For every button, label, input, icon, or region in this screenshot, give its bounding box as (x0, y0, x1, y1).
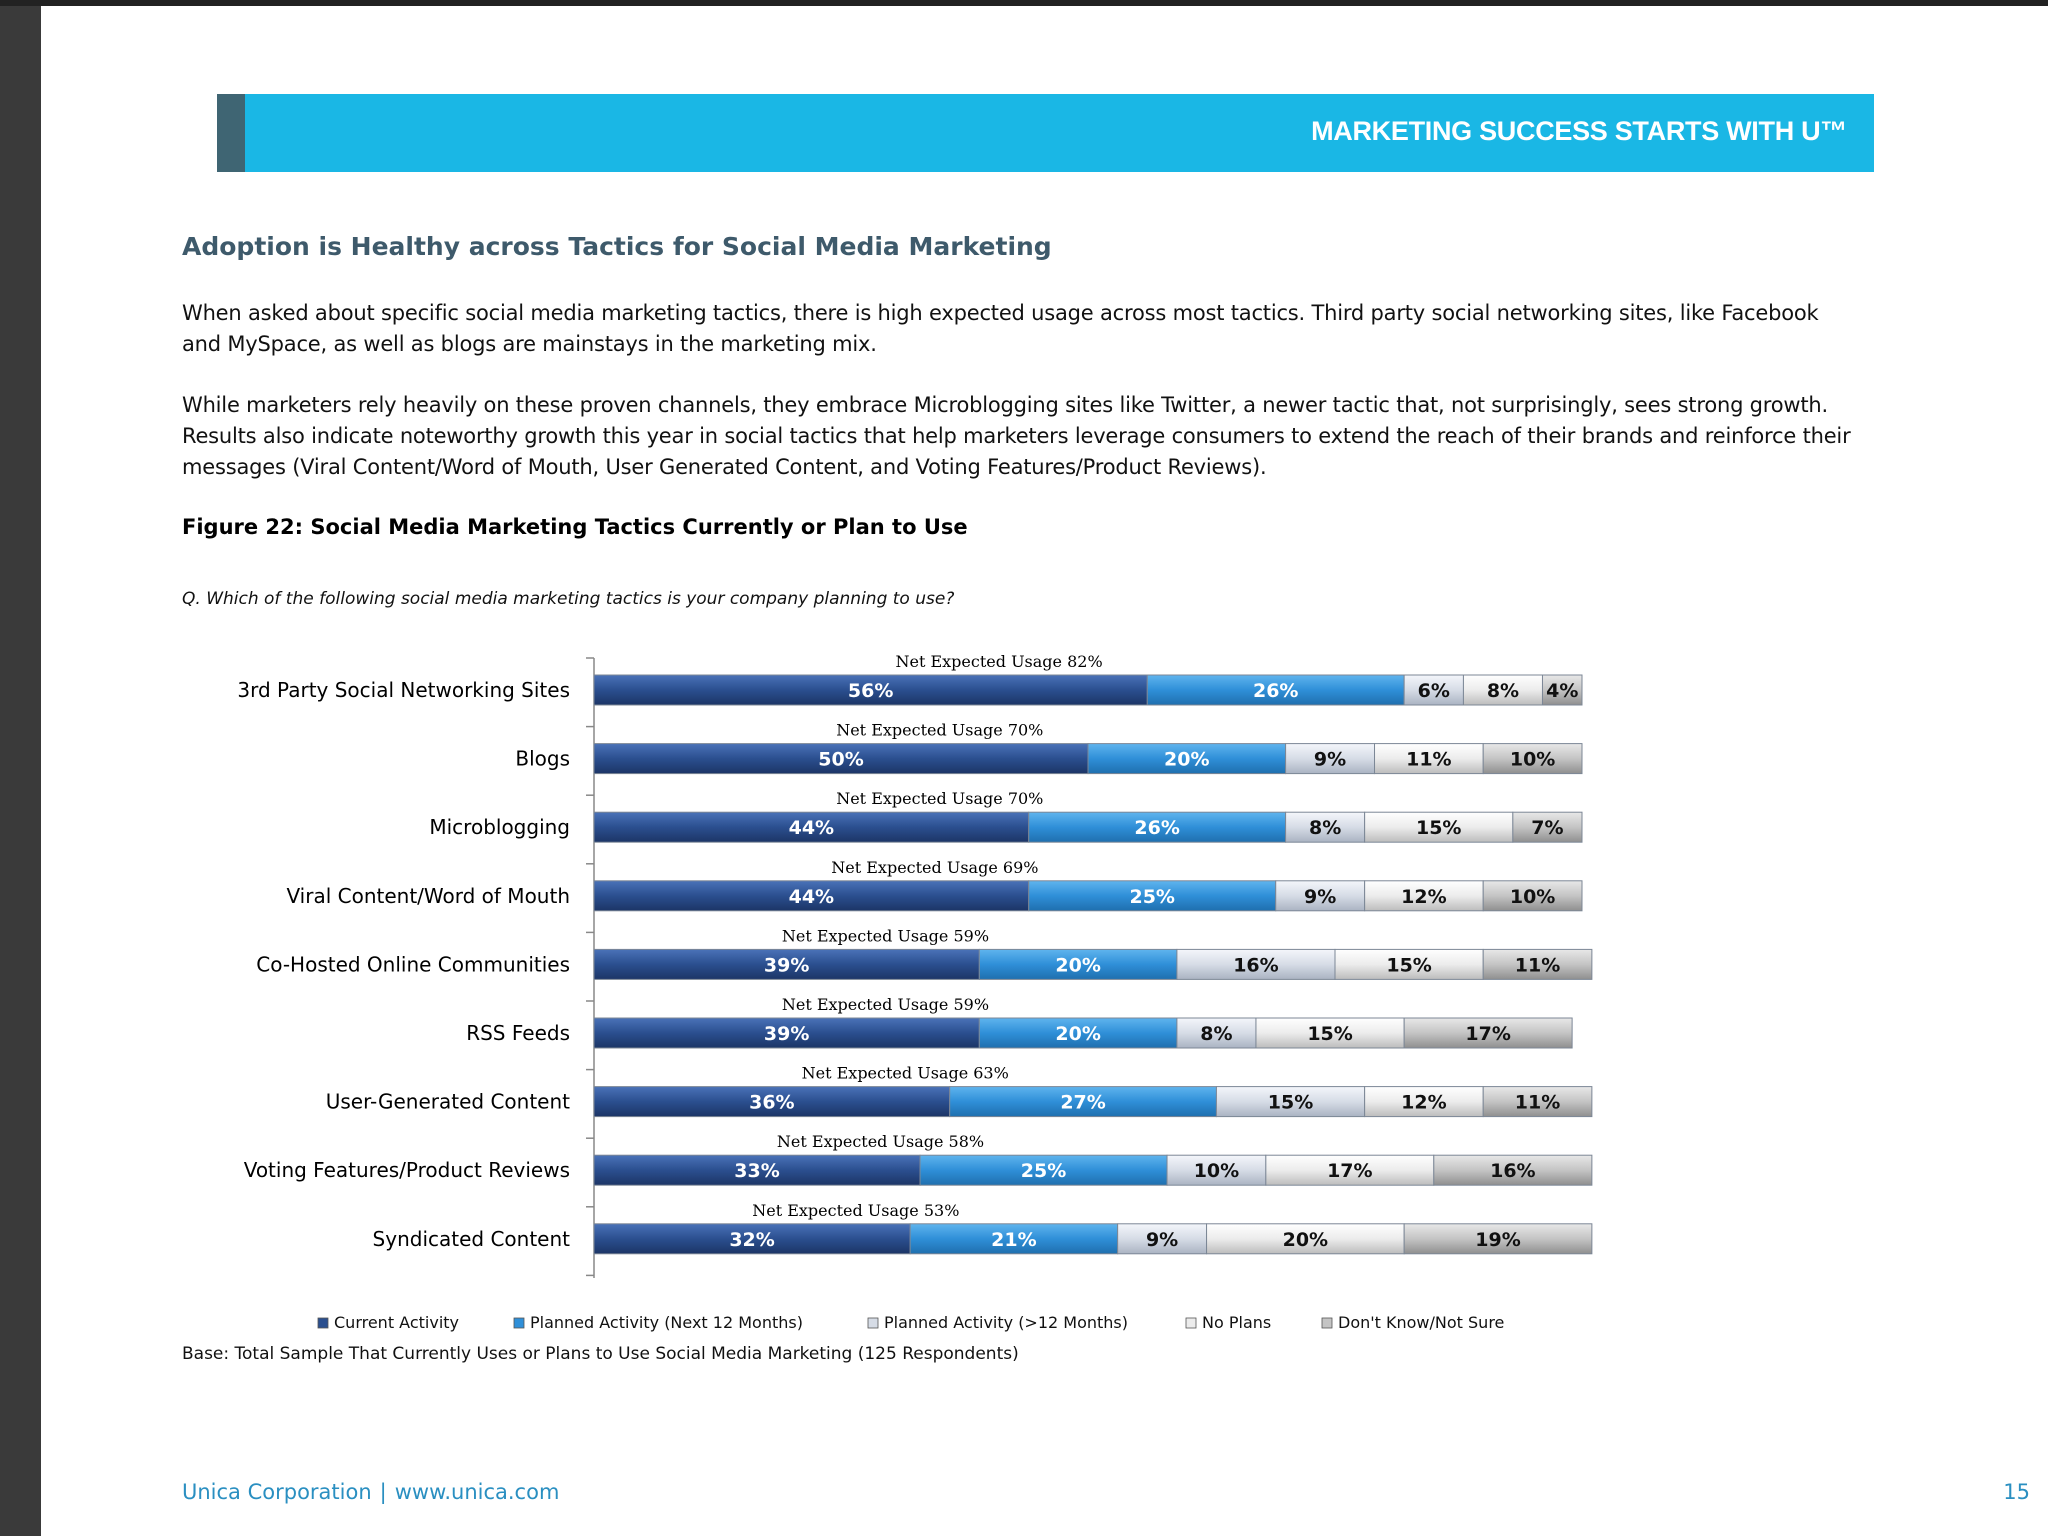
banner-tagline: MARKETING SUCCESS STARTS WITH U™ (1311, 116, 1847, 146)
category-label: Voting Features/Product Reviews (243, 1158, 570, 1183)
net-expected-usage-label: Net Expected Usage 63% (801, 1063, 1009, 1083)
base-note: Base: Total Sample That Currently Uses or Plans to Use Social Media Marketing (125 Respondents) (182, 1344, 1019, 1364)
bar-value-label: 21% (991, 1228, 1037, 1251)
net-expected-usage-label: Net Expected Usage 82% (895, 652, 1103, 671)
bar-value-label: 33% (734, 1160, 780, 1183)
net-expected-usage-label: Net Expected Usage 70% (836, 720, 1044, 740)
bar-value-label: 12% (1401, 1091, 1447, 1114)
legend-label: Planned Activity (>12 Months) (884, 1313, 1129, 1332)
bar-value-label: 20% (1282, 1228, 1329, 1251)
bar-value-label: 27% (1060, 1091, 1106, 1114)
bar-value-label: 26% (1252, 680, 1299, 702)
net-expected-usage-label: Net Expected Usage 69% (831, 857, 1039, 877)
legend-swatch (1322, 1318, 1332, 1328)
bar-value-label: 20% (1055, 1023, 1101, 1045)
bar-value-label: 56% (847, 680, 894, 702)
bar-row (429, 789, 1582, 842)
bar-row (373, 1201, 1592, 1254)
category-label: Syndicated Content (372, 1226, 570, 1251)
bar-value-label: 44% (788, 817, 835, 840)
legend-swatch (318, 1318, 328, 1328)
legend-item (318, 1313, 459, 1332)
bar-value-label: 4% (1546, 680, 1579, 702)
section-heading: Adoption is Healthy across Tactics for Social Media Marketing (182, 232, 1052, 261)
footer-separator: | (379, 1480, 387, 1504)
net-expected-usage-label: Net Expected Usage 58% (776, 1132, 985, 1152)
legend-label: Planned Activity (Next 12 Months) (530, 1313, 803, 1332)
category-label: Blogs (515, 746, 570, 771)
bar-value-label: 17% (1327, 1160, 1373, 1183)
bar-value-label: 26% (1134, 817, 1180, 840)
bar-row (515, 721, 1582, 774)
page-number: 15 (2003, 1480, 2030, 1504)
bar-value-label: 11% (1406, 748, 1452, 771)
legend-item (1186, 1313, 1271, 1332)
legend-label: Current Activity (334, 1313, 460, 1332)
legend-item (1322, 1313, 1504, 1332)
net-expected-usage-label: Net Expected Usage 59% (781, 926, 990, 946)
bar-row (237, 652, 1582, 705)
net-expected-usage-label: Net Expected Usage 59% (781, 995, 990, 1014)
category-label: 3rd Party Social Networking Sites (237, 678, 570, 702)
bar-row (286, 858, 1582, 911)
bar-value-label: 32% (729, 1228, 775, 1251)
bar-row (256, 926, 1592, 979)
bar-value-label: 15% (1307, 1023, 1353, 1045)
legend-swatch (1186, 1318, 1196, 1328)
bar-value-label: 8% (1308, 817, 1342, 840)
bar-row (326, 1064, 1592, 1117)
bar-value-label: 25% (1020, 1160, 1067, 1183)
bar-value-label: 15% (1386, 954, 1432, 977)
bar-row (244, 1132, 1592, 1185)
bar-value-label: 36% (749, 1091, 795, 1114)
bar-value-label: 10% (1509, 885, 1556, 908)
bar-value-label: 44% (788, 885, 835, 908)
bar-value-label: 7% (1531, 817, 1564, 840)
bar-value-label: 20% (1055, 954, 1101, 977)
category-label: Co-Hosted Online Communities (256, 952, 570, 977)
bar-value-label: 10% (1193, 1160, 1240, 1183)
bar-value-label: 11% (1514, 1091, 1561, 1114)
footer-company: Unica Corporation (182, 1480, 372, 1504)
bar-value-label: 8% (1486, 680, 1520, 702)
footer-company-info (182, 1480, 559, 1504)
legend-label: No Plans (1202, 1313, 1272, 1332)
legend-swatch (868, 1318, 878, 1328)
bar-value-label: 19% (1475, 1228, 1521, 1251)
category-label: User-Generated Content (325, 1089, 570, 1114)
bar-value-label: 39% (763, 1023, 810, 1045)
bar-value-label: 12% (1401, 885, 1447, 908)
legend-swatch (514, 1318, 524, 1328)
category-label: Viral Content/Word of Mouth (286, 883, 570, 908)
net-expected-usage-label: Net Expected Usage 53% (752, 1200, 960, 1220)
bar-value-label: 10% (1509, 748, 1556, 771)
bar-value-label: 39% (763, 954, 810, 977)
bar-value-label: 9% (1313, 748, 1347, 771)
body-paragraph: When asked about specific social media marketing tactics, there is high expected usage across most tactics. Third party social networking sites, like Facebook and MySpace, as well as blogs are mainstays in the marketing mix. (182, 301, 1819, 356)
bar-value-label: 8% (1200, 1023, 1233, 1045)
bar-value-label: 17% (1465, 1023, 1511, 1045)
legend-label: Don't Know/Not Sure (1338, 1313, 1505, 1332)
bar-value-label: 25% (1129, 885, 1175, 908)
bar-value-label: 16% (1233, 954, 1279, 977)
legend-item (514, 1313, 803, 1332)
bar-value-label: 50% (818, 748, 864, 771)
bar-value-label: 15% (1267, 1091, 1314, 1114)
figure-title: Figure 22: Social Media Marketing Tactics Currently or Plan to Use (182, 515, 968, 539)
survey-question: Q. Which of the following social media marketing tactics is your company planning to use? (182, 589, 955, 609)
body-paragraph: While marketers rely heavily on these proven channels, they embrace Microblogging sites like Twitter, a newer tactic that, not surprisingly, sees strong growth. Results also indicate noteworthy growth this year in social tactics that help marketers leverage consumers to extend the reach of their brands and reinforce their messages (Viral Content/Word of Mouth, User Generated Content, and Voting Features/Product Reviews). (182, 393, 1851, 479)
footer-url-link[interactable]: www.unica.com (394, 1480, 560, 1504)
legend-item (868, 1313, 1128, 1332)
bar-value-label: 9% (1304, 885, 1337, 908)
bar-value-label: 9% (1145, 1228, 1179, 1251)
net-expected-usage-label: Net Expected Usage 70% (836, 789, 1044, 809)
bar-value-label: 15% (1415, 817, 1462, 840)
bar-value-label: 11% (1514, 954, 1561, 977)
category-label: Microblogging (429, 815, 570, 840)
bar-value-label: 16% (1490, 1160, 1536, 1183)
bar-value-label: 20% (1164, 748, 1210, 771)
category-label: RSS Feeds (466, 1021, 570, 1045)
bar-value-label: 6% (1417, 680, 1450, 702)
bar-row (466, 995, 1572, 1048)
